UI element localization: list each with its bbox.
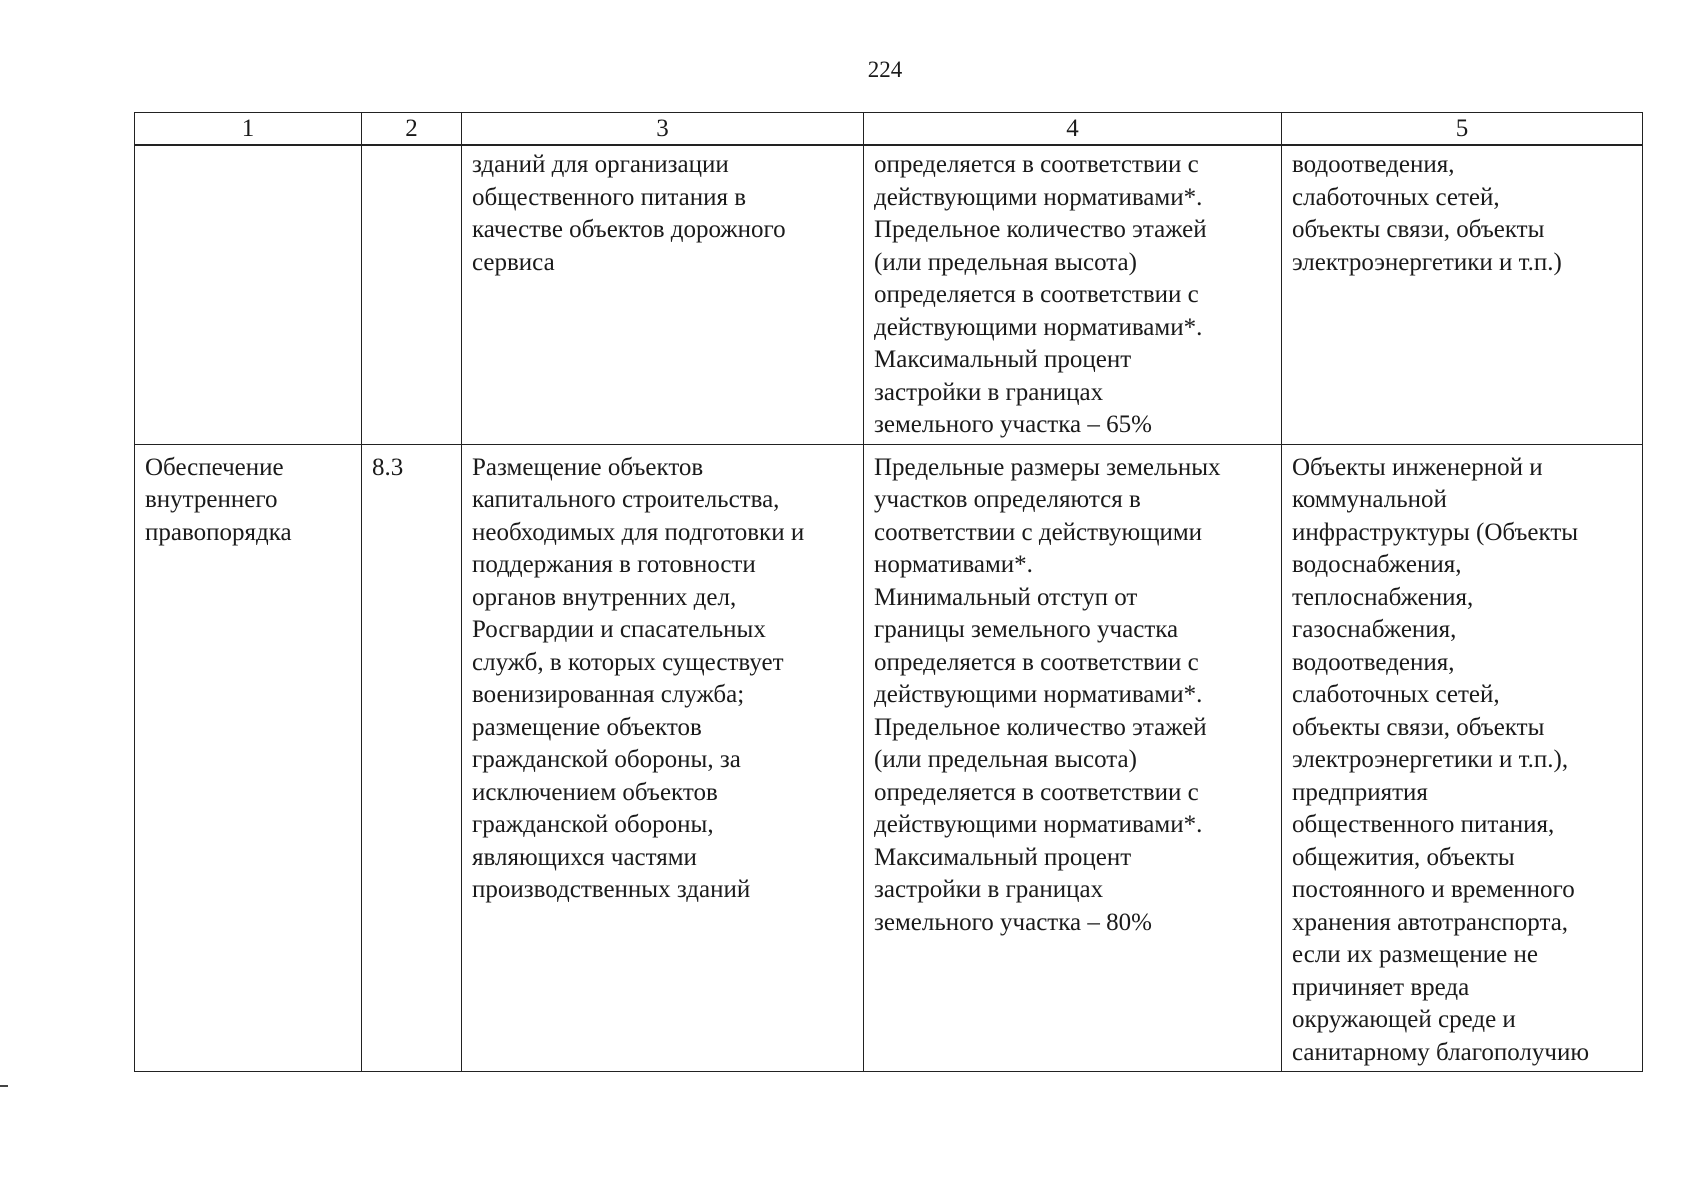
cell-text-line: причиняет вреда	[1292, 973, 1470, 1001]
cell-text-line: размещение объектов	[472, 713, 702, 741]
cell-use-name	[135, 444, 362, 1072]
margin-mark	[0, 1085, 8, 1087]
cell-text-line: Росгвардии и спасательных	[472, 616, 766, 643]
cell-text-line: земельного участка – 65%	[874, 411, 1152, 438]
cell-text-line: гражданской обороны,	[472, 811, 714, 838]
cell-auxiliary-uses	[1282, 444, 1643, 1072]
cell-text-line: Максимальный процент	[874, 843, 1132, 871]
cell-use-description	[462, 444, 864, 1072]
cell-text-line: земельного участка – 80%	[874, 908, 1152, 936]
cell-text-line: Предельное количество этажей	[874, 216, 1207, 243]
cell-text-line: Обеспечение	[145, 453, 284, 481]
cell-text-line: определяется в соответствии с	[874, 151, 1199, 178]
cell-text-line: водоснабжения,	[1292, 551, 1462, 578]
cell-text-line: общественного питания,	[1292, 811, 1555, 838]
cell-text-line: застройки в границах	[874, 378, 1104, 406]
cell-text-line: внутреннего	[145, 486, 278, 513]
cell-text-line: предприятия	[1292, 778, 1428, 806]
cell-text-line: водоотведения,	[1292, 151, 1455, 178]
cell-text-line: определяется в соответствии с	[874, 281, 1199, 308]
cell-text-line: теплоснабжения,	[1292, 583, 1474, 611]
cell-text-line: газоснабжения,	[1292, 616, 1457, 643]
cell-text-line: действующими нормативами*.	[874, 681, 1203, 708]
cell-text-line: органов внутренних дел,	[472, 583, 737, 611]
cell-text-line: Максимальный процент	[874, 346, 1132, 373]
cell-text-line: действующими нормативами*.	[874, 183, 1203, 211]
cell-auxiliary-uses	[1282, 145, 1643, 444]
cell-text-line: исключением объектов	[472, 778, 718, 806]
cell-text-line: необходимых для подготовки и	[472, 518, 805, 546]
cell-text-line: участков определяются в	[874, 486, 1141, 513]
cell-text-line: если их размещение не	[1292, 941, 1539, 968]
cell-text-line: постоянного и временного	[1292, 876, 1575, 903]
cell-text-line: слаботочных сетей,	[1292, 681, 1500, 708]
cell-parameters	[864, 145, 1282, 444]
header-col-1: 1	[135, 113, 362, 146]
cell-text-line: Предельное количество этажей	[874, 713, 1207, 741]
table-header-row	[135, 113, 1643, 146]
cell-parameters	[864, 444, 1282, 1072]
cell-text-line: зданий для организации	[472, 151, 729, 178]
cell-text-line: электроэнергетики и т.п.),	[1292, 746, 1569, 773]
cell-use-code: 8.3	[362, 444, 462, 1072]
cell-text-line: водоотведения,	[1292, 648, 1455, 676]
cell-use-code	[362, 145, 462, 444]
cell-text-line: правопорядка	[145, 518, 292, 546]
header-col-4: 4	[864, 113, 1282, 146]
header-col-2: 2	[362, 113, 462, 146]
cell-text-line: капитального строительства,	[472, 486, 780, 513]
cell-use-description	[462, 145, 864, 444]
cell-text-line: (или предельная высота)	[874, 248, 1137, 276]
cell-text-line: застройки в границах	[874, 876, 1104, 903]
cell-text-line: поддержания в готовности	[472, 551, 756, 578]
cell-text-line: являющихся частями	[472, 843, 697, 871]
cell-use-name	[135, 145, 362, 444]
cell-text-line: действующими нормативами*.	[874, 313, 1203, 341]
cell-text-line: производственных зданий	[472, 876, 751, 903]
cell-text-line: соответствии с действующими	[874, 518, 1203, 546]
table-row	[135, 444, 1643, 1072]
cell-text-line: (или предельная высота)	[874, 746, 1137, 773]
cell-text-line: Минимальный отступ от	[874, 583, 1138, 611]
table-row	[135, 145, 1643, 444]
cell-text-line: инфраструктуры (Объекты	[1292, 518, 1579, 546]
cell-text-line: действующими нормативами*.	[874, 811, 1203, 838]
cell-text-line: общежития, объекты	[1292, 843, 1515, 871]
cell-text-line: электроэнергетики и т.п.)	[1292, 248, 1562, 276]
cell-text-line: служб, в которых существует	[472, 648, 784, 676]
header-col-3: 3	[462, 113, 864, 146]
cell-text-line: нормативами*.	[874, 551, 1033, 578]
cell-text-line: границы земельного участка	[874, 616, 1179, 643]
cell-text-line: военизированная служба;	[472, 681, 745, 708]
cell-text-line: Размещение объектов	[472, 453, 704, 481]
cell-text-line: объекты связи, объекты	[1292, 216, 1545, 243]
cell-text-line: сервиса	[472, 248, 555, 276]
regulations-table	[134, 112, 1643, 1072]
cell-text-line: определяется в соответствии с	[874, 648, 1199, 676]
cell-text-line: Предельные размеры земельных	[874, 453, 1221, 481]
cell-text-line: окружающей среде и	[1292, 1006, 1516, 1033]
cell-text-line: определяется в соответствии с	[874, 778, 1199, 806]
cell-text-line: гражданской обороны, за	[472, 746, 741, 773]
cell-text-line: слаботочных сетей,	[1292, 183, 1500, 211]
cell-text-line: объекты связи, объекты	[1292, 713, 1545, 741]
cell-text-line: хранения автотранспорта,	[1292, 908, 1569, 936]
cell-text-line: качестве объектов дорожного	[472, 216, 786, 243]
cell-text-line: коммунальной	[1292, 486, 1447, 513]
page-number: 224	[867, 57, 903, 82]
cell-text-line: Объекты инженерной и	[1292, 453, 1543, 481]
cell-text-line: общественного питания в	[472, 183, 746, 211]
cell-text-line: санитарному благополучию	[1292, 1038, 1590, 1066]
header-col-5: 5	[1282, 113, 1643, 146]
